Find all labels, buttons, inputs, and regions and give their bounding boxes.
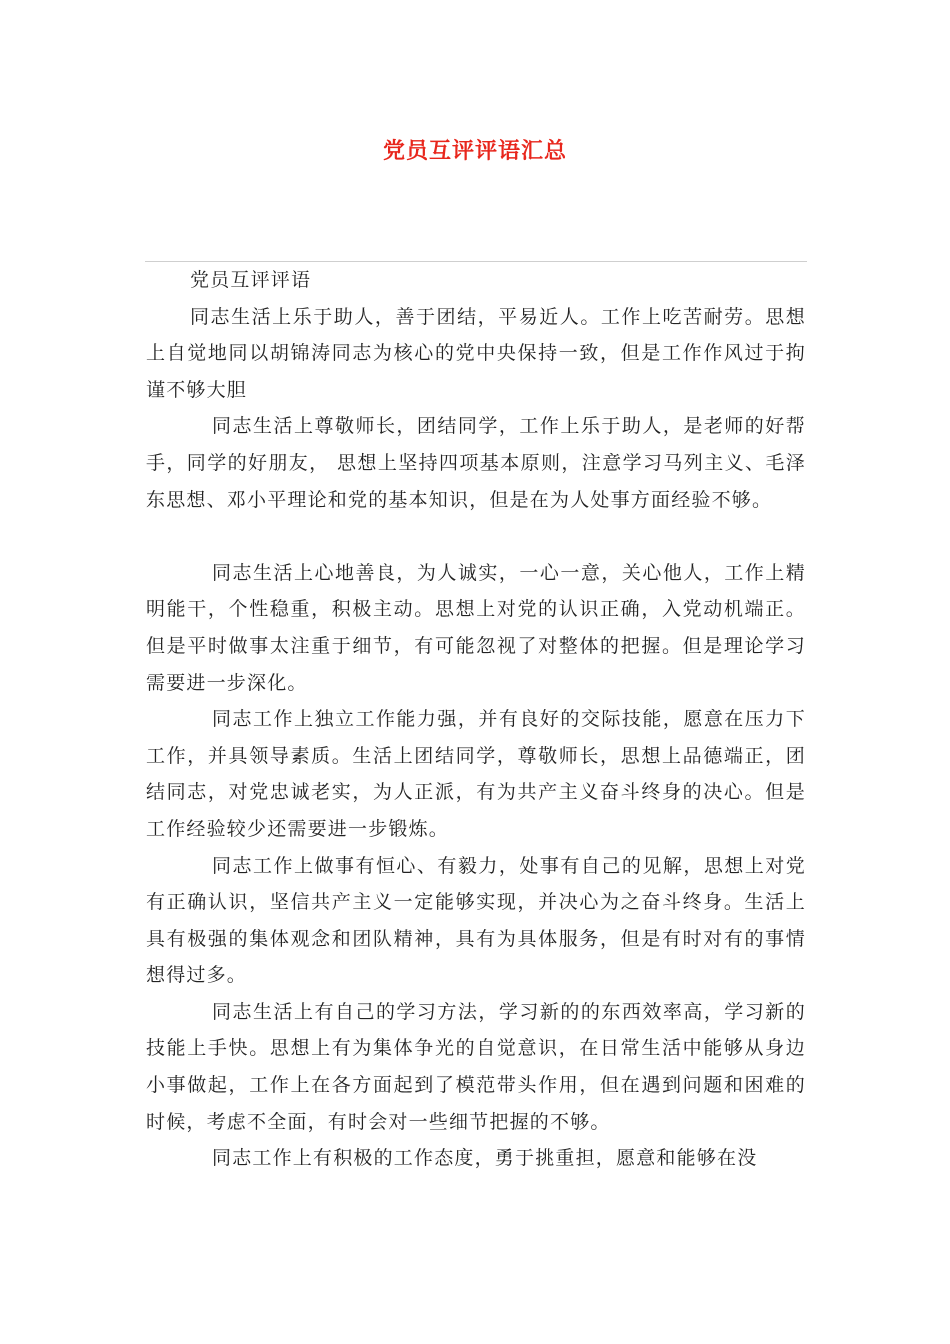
document-body	[146, 262, 806, 1177]
paragraph: 同志生活上有自己的学习方法，学习新的的东西效率高，学习新的技能上手快。思想上有为集体争光的自觉意识，在日常生活中能够从身边小事做起，工作上在各方面起到了模范带头作用，但在遇到问题和困难的时候，考虑不全面，有时会对一些细节把握的不够。	[146, 1000, 806, 1133]
paragraph: 同志生活上乐于助人，善于团结，平易近人。工作上吃苦耐劳。思想上自觉地同以胡锦涛同志为核心的党中央保持一致，但是工作作风过于拘谨不够大胆	[146, 305, 806, 401]
paragraph: 同志工作上做事有恒心、有毅力，处事有自己的见解，思想上对党有正确认识，坚信共产主义一定能够实现，并决心为之奋斗终身。生活上具有极强的集体观念和团队精神，具有为具体服务，但是有时对有的事情想得过多。	[146, 854, 806, 987]
blank-line	[146, 518, 806, 555]
section-subtitle: 党员互评评语	[190, 269, 312, 291]
paragraph: 同志生活上心地善良，为人诚实，一心一意，关心他人，工作上精明能干，个性稳重，积极主动。思想上对党的认识正确，入党动机端正。但是平时做事太注重于细节，有可能忽视了对整体的把握。但是理论学习需要进一步深化。	[146, 561, 806, 694]
paragraph: 同志生活上尊敬师长，团结同学，工作上乐于助人，是老师的好帮手，同学的好朋友， 思想上坚持四项基本原则，注意学习马列主义、毛泽东思想、邓小平理论和党的基本知识，但是在为人处事方面经验不够。	[146, 415, 806, 511]
paragraph: 同志工作上有积极的工作态度，勇于挑重担，愿意和能够在没	[212, 1147, 758, 1170]
paragraph: 同志工作上独立工作能力强，并有良好的交际技能，愿意在压力下工作，并具领导素质。生活上团结同学，尊敬师长，思想上品德端正，团结同志，对党忠诚老实，为人正派，有为共产主义奋斗终身的决心。但是工作经验较少还需要进一步锻炼。	[146, 708, 806, 840]
document-title: 党员互评评语汇总	[382, 139, 567, 164]
